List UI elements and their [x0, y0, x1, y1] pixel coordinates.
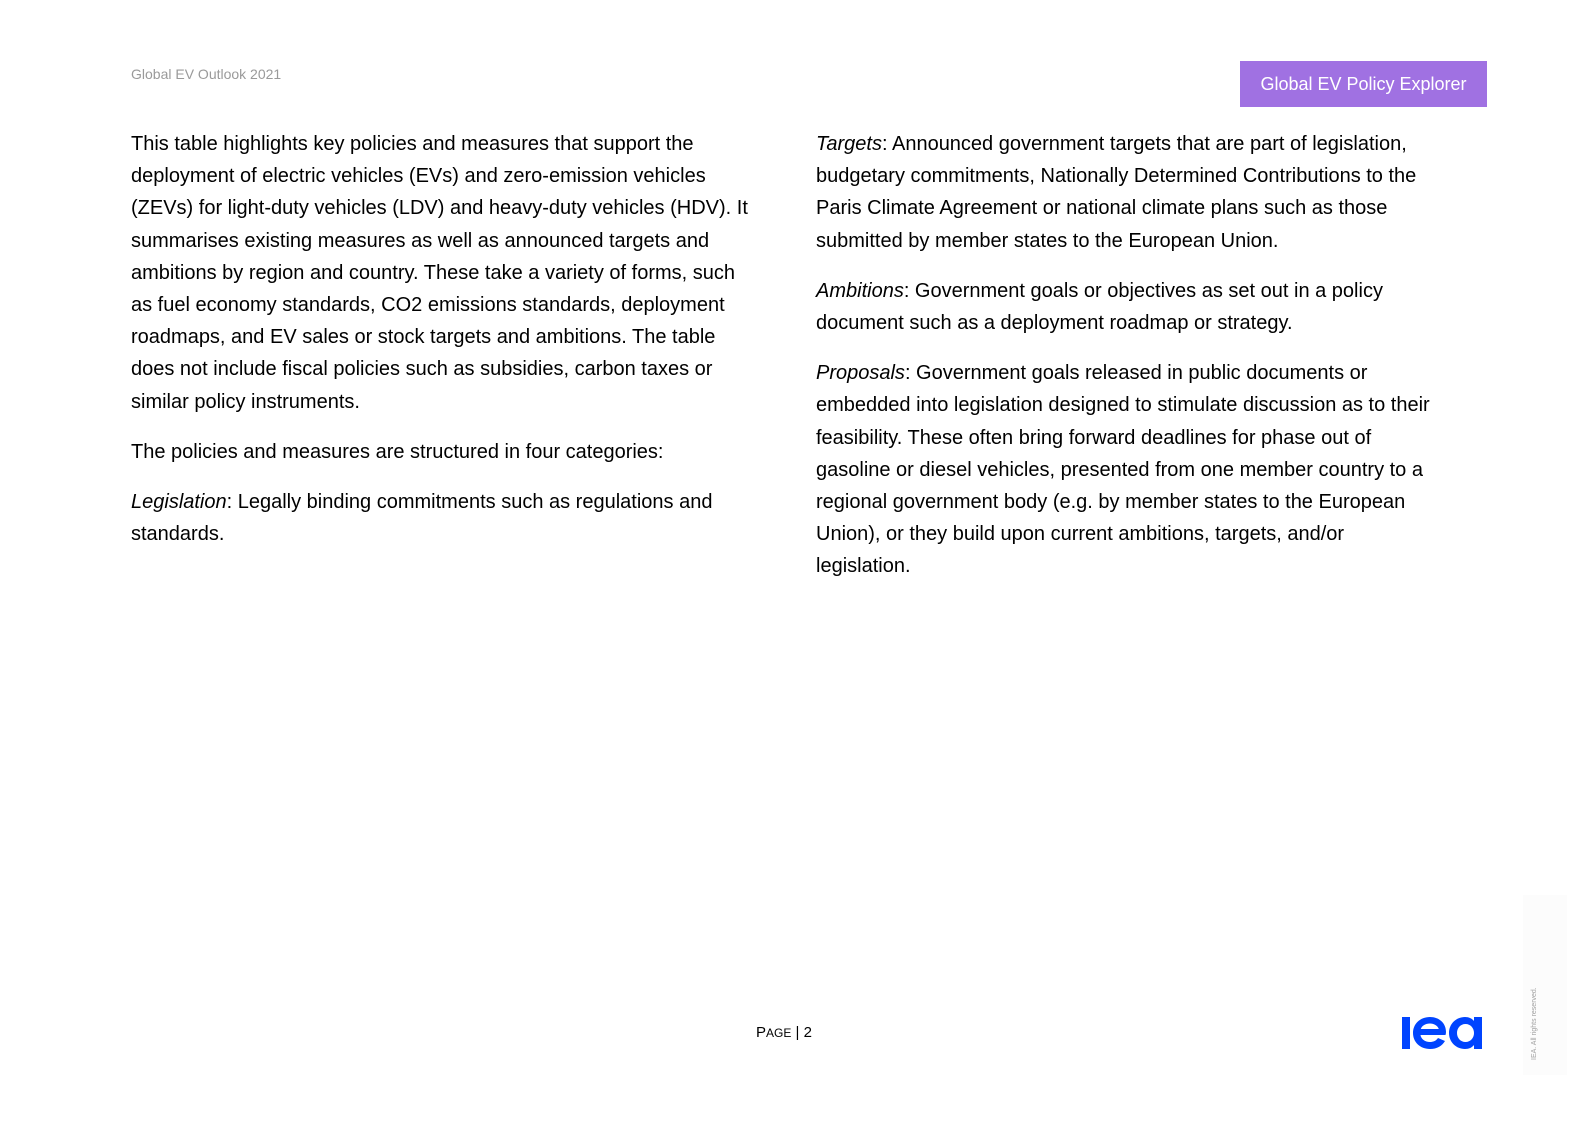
targets-text: : Announced government targets that are part of legislation, budgetary commitments, Nationally Determined Contributions to the Paris Climate Agreement or national climate plans such as those submitted by member states to the European Union. — [816, 133, 1417, 252]
legislation-text: : Legally binding commitments such as regulations and standards. — [131, 491, 713, 546]
targets-term: Targets — [816, 133, 882, 155]
proposals-text: : Government goals released in public documents or embedded into legislation designed to stimulate discussion as to their feasibility. These often bring forward deadlines for phase out of gasoline or diesel vehicles, presented from one member country to a regional government body (e.g. by member states to the European Union), or they build upon current ambitions, targets, and/or legislation. — [816, 362, 1430, 578]
copyright-strip — [1523, 895, 1567, 1075]
legislation-term: Legislation — [131, 491, 227, 514]
page-number-value: 2 — [803, 1024, 812, 1041]
page-separator: | — [791, 1024, 804, 1041]
ambitions-text: : Government goals or objectives as set out in a policy document such as a deployment roadmap or strategy. — [816, 279, 1383, 335]
categories-intro-paragraph: The policies and measures are structured in four categories: — [131, 440, 664, 463]
right-column — [816, 128, 1441, 601]
left-column — [131, 128, 756, 568]
ambitions-definition — [816, 275, 1441, 339]
copyright-notice: IEA. All rights reserved. — [1531, 987, 1538, 1060]
page-number — [756, 1024, 812, 1041]
ambitions-term: Ambitions — [816, 279, 904, 302]
intro-paragraph: This table highlights key policies and measures that support the deployment of electric vehicles (EVs) and zero-emission vehicles (ZEVs) for light-duty vehicles (LDV) and heavy-duty vehicles (HDV). It summarises existing measures as well as announced targets and ambitions by region and country. These take a variety of forms, such as fuel economy standards, CO2 emissions standards, deployment roadmaps, and EV sales or stock targets and ambitions. The table does not include fiscal policies such as subsidies, carbon taxes or similar policy instruments. — [131, 133, 748, 413]
page-label-rest: AGE — [766, 1026, 792, 1040]
running-header-title: Global EV Outlook 2021 — [131, 66, 282, 82]
global-ev-policy-explorer-button[interactable]: Global EV Policy Explorer — [1240, 61, 1487, 107]
page-label-first: P — [756, 1024, 767, 1041]
iea-logo-icon — [1402, 1012, 1490, 1052]
proposals-definition — [816, 357, 1441, 582]
legislation-definition — [131, 486, 756, 550]
targets-definition — [816, 128, 1441, 257]
proposals-term: Proposals — [816, 362, 905, 385]
